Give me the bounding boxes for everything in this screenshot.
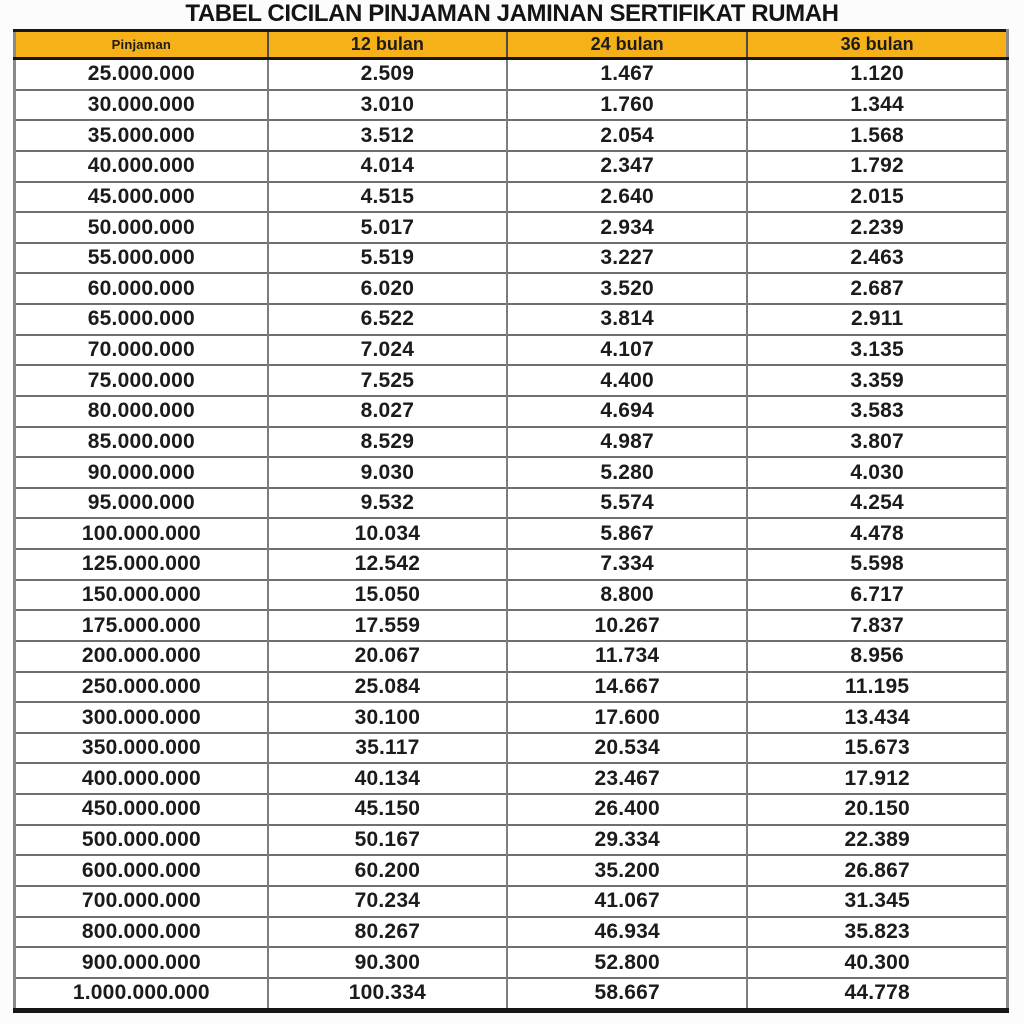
table-cell: 1.760 [507, 90, 747, 121]
table-cell: 900.000.000 [15, 947, 268, 978]
table-cell: 8.529 [268, 427, 507, 458]
table-cell: 8.027 [268, 396, 507, 427]
table-cell: 12.542 [268, 549, 507, 580]
table-cell: 300.000.000 [15, 702, 268, 733]
table-cell: 9.532 [268, 488, 507, 519]
table-cell: 10.034 [268, 518, 507, 549]
table-cell: 90.000.000 [15, 457, 268, 488]
table-cell: 31.345 [747, 886, 1007, 917]
table-cell: 3.135 [747, 335, 1007, 366]
table-cell: 7.525 [268, 365, 507, 396]
table-cell: 9.030 [268, 457, 507, 488]
table-cell: 58.667 [507, 978, 747, 1011]
table-cell: 1.000.000.000 [15, 978, 268, 1011]
table-cell: 1.568 [747, 120, 1007, 151]
table-cell: 3.227 [507, 243, 747, 274]
table-cell: 50.167 [268, 825, 507, 856]
table-cell: 4.030 [747, 457, 1007, 488]
table-row [15, 580, 1008, 611]
table-cell: 20.067 [268, 641, 507, 672]
table-row [15, 549, 1008, 580]
table-cell: 2.934 [507, 212, 747, 243]
table-cell: 25.084 [268, 672, 507, 703]
table-cell: 100.000.000 [15, 518, 268, 549]
table-cell: 5.598 [747, 549, 1007, 580]
table-cell: 7.837 [747, 610, 1007, 641]
table-cell: 22.389 [747, 825, 1007, 856]
table-row [15, 978, 1008, 1011]
table-row [15, 702, 1008, 733]
table-row [15, 120, 1008, 151]
table-cell: 4.400 [507, 365, 747, 396]
table-cell: 55.000.000 [15, 243, 268, 274]
table-cell: 35.117 [268, 733, 507, 764]
table-cell: 5.017 [268, 212, 507, 243]
table-cell: 90.300 [268, 947, 507, 978]
table-cell: 7.334 [507, 549, 747, 580]
table-cell: 85.000.000 [15, 427, 268, 458]
table-row [15, 59, 1008, 90]
table-cell: 8.956 [747, 641, 1007, 672]
table-cell: 80.267 [268, 917, 507, 948]
table-row [15, 733, 1008, 764]
table-cell: 5.280 [507, 457, 747, 488]
column-header-12-bulan: 12 bulan [268, 31, 507, 59]
table-cell: 150.000.000 [15, 580, 268, 611]
table-cell: 20.150 [747, 794, 1007, 825]
table-cell: 15.050 [268, 580, 507, 611]
table-cell: 4.694 [507, 396, 747, 427]
table-cell: 44.778 [747, 978, 1007, 1011]
table-row [15, 641, 1008, 672]
table-cell: 46.934 [507, 917, 747, 948]
page-title: TABEL CICILAN PINJAMAN JAMINAN SERTIFIKAT RUMAH [185, 0, 839, 27]
table-cell: 800.000.000 [15, 917, 268, 948]
table-cell: 1.344 [747, 90, 1007, 121]
table-cell: 52.800 [507, 947, 747, 978]
table-cell: 4.987 [507, 427, 747, 458]
table-cell: 2.054 [507, 120, 747, 151]
table-row [15, 763, 1008, 794]
table-cell: 26.867 [747, 855, 1007, 886]
table-cell: 60.000.000 [15, 273, 268, 304]
table-cell: 40.000.000 [15, 151, 268, 182]
table-row [15, 396, 1008, 427]
table-row [15, 151, 1008, 182]
column-header-36-bulan: 36 bulan [747, 31, 1007, 59]
table-row [15, 457, 1008, 488]
table-cell: 2.911 [747, 304, 1007, 335]
table-cell: 1.467 [507, 59, 747, 90]
table-cell: 70.234 [268, 886, 507, 917]
table-cell: 14.667 [507, 672, 747, 703]
table-cell: 4.515 [268, 182, 507, 213]
table-cell: 40.300 [747, 947, 1007, 978]
table-cell: 4.254 [747, 488, 1007, 519]
table-row [15, 304, 1008, 335]
table-cell: 2.463 [747, 243, 1007, 274]
table-row [15, 947, 1008, 978]
table-cell: 3.807 [747, 427, 1007, 458]
table-cell: 3.520 [507, 273, 747, 304]
table-cell: 2.509 [268, 59, 507, 90]
table-cell: 3.359 [747, 365, 1007, 396]
column-header-pinjaman: Pinjaman [15, 31, 268, 59]
table-cell: 30.100 [268, 702, 507, 733]
table-cell: 4.107 [507, 335, 747, 366]
table-cell: 200.000.000 [15, 641, 268, 672]
table-row [15, 488, 1008, 519]
table-body [15, 59, 1008, 1011]
table-row [15, 825, 1008, 856]
table-cell: 13.434 [747, 702, 1007, 733]
table-cell: 3.512 [268, 120, 507, 151]
table-cell: 5.574 [507, 488, 747, 519]
table-cell: 6.020 [268, 273, 507, 304]
table-cell: 250.000.000 [15, 672, 268, 703]
table-cell: 7.024 [268, 335, 507, 366]
table-row [15, 672, 1008, 703]
table-cell: 2.687 [747, 273, 1007, 304]
table-cell: 17.559 [268, 610, 507, 641]
table-row [15, 427, 1008, 458]
table-cell: 175.000.000 [15, 610, 268, 641]
table-cell: 60.200 [268, 855, 507, 886]
column-header-24-bulan: 24 bulan [507, 31, 747, 59]
table-cell: 6.522 [268, 304, 507, 335]
table-cell: 2.239 [747, 212, 1007, 243]
table-cell: 700.000.000 [15, 886, 268, 917]
table-cell: 450.000.000 [15, 794, 268, 825]
table-cell: 500.000.000 [15, 825, 268, 856]
table-cell: 10.267 [507, 610, 747, 641]
table-cell: 45.150 [268, 794, 507, 825]
table-cell: 75.000.000 [15, 365, 268, 396]
table-cell: 8.800 [507, 580, 747, 611]
table-cell: 17.912 [747, 763, 1007, 794]
table-cell: 5.867 [507, 518, 747, 549]
table-cell: 65.000.000 [15, 304, 268, 335]
table-row [15, 365, 1008, 396]
table-row [15, 212, 1008, 243]
table-cell: 11.734 [507, 641, 747, 672]
table-cell: 4.014 [268, 151, 507, 182]
table-row [15, 273, 1008, 304]
table-cell: 70.000.000 [15, 335, 268, 366]
table-cell: 15.673 [747, 733, 1007, 764]
table-row [15, 243, 1008, 274]
header-row [15, 31, 1008, 59]
table-cell: 100.334 [268, 978, 507, 1011]
table-cell: 4.478 [747, 518, 1007, 549]
table-row [15, 855, 1008, 886]
table-row [15, 335, 1008, 366]
table-row [15, 886, 1008, 917]
table-cell: 2.015 [747, 182, 1007, 213]
table-row [15, 90, 1008, 121]
table-cell: 3.010 [268, 90, 507, 121]
table-cell: 2.347 [507, 151, 747, 182]
table-cell: 95.000.000 [15, 488, 268, 519]
table-cell: 1.792 [747, 151, 1007, 182]
table-cell: 3.814 [507, 304, 747, 335]
table-cell: 40.134 [268, 763, 507, 794]
table-header [15, 31, 1008, 59]
table-cell: 2.640 [507, 182, 747, 213]
table-cell: 30.000.000 [15, 90, 268, 121]
table-cell: 3.583 [747, 396, 1007, 427]
table-row [15, 610, 1008, 641]
table-cell: 80.000.000 [15, 396, 268, 427]
loan-installment-table [13, 29, 1009, 1013]
table-cell: 11.195 [747, 672, 1007, 703]
table-cell: 600.000.000 [15, 855, 268, 886]
table-cell: 35.200 [507, 855, 747, 886]
table-cell: 5.519 [268, 243, 507, 274]
table-cell: 26.400 [507, 794, 747, 825]
table-cell: 6.717 [747, 580, 1007, 611]
table-cell: 1.120 [747, 59, 1007, 90]
table-row [15, 518, 1008, 549]
table-cell: 50.000.000 [15, 212, 268, 243]
table-cell: 29.334 [507, 825, 747, 856]
table-row [15, 182, 1008, 213]
table-row [15, 794, 1008, 825]
table-cell: 17.600 [507, 702, 747, 733]
table-cell: 20.534 [507, 733, 747, 764]
table-cell: 400.000.000 [15, 763, 268, 794]
table-cell: 35.000.000 [15, 120, 268, 151]
table-cell: 125.000.000 [15, 549, 268, 580]
table-cell: 23.467 [507, 763, 747, 794]
table-cell: 41.067 [507, 886, 747, 917]
table-row [15, 917, 1008, 948]
table-cell: 350.000.000 [15, 733, 268, 764]
table-cell: 45.000.000 [15, 182, 268, 213]
table-cell: 35.823 [747, 917, 1007, 948]
table-cell: 25.000.000 [15, 59, 268, 90]
